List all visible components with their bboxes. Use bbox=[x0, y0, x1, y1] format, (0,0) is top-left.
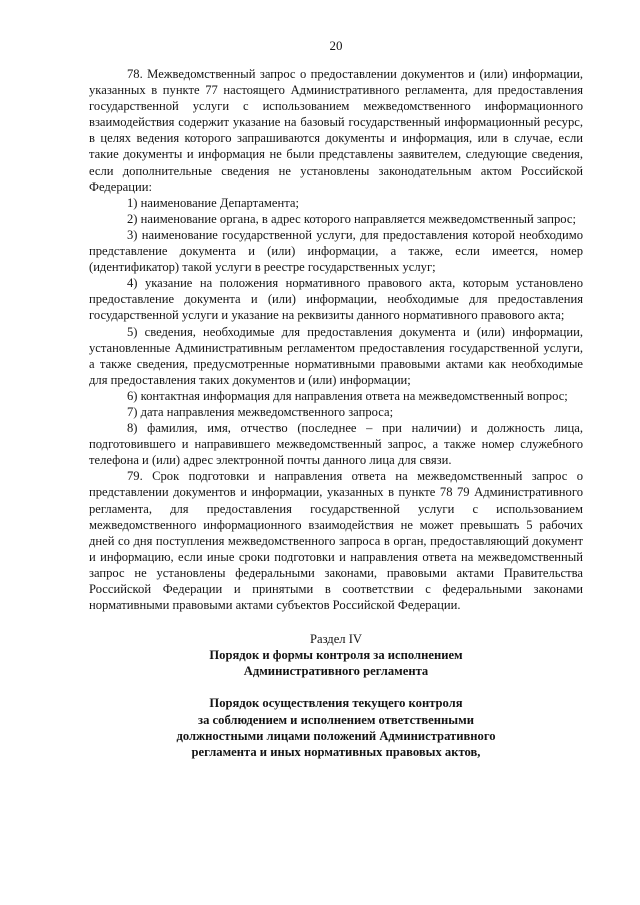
list-item-6: 6) контактная информация для направления ответа на межведомственный вопрос; bbox=[127, 388, 568, 403]
list-item-8: 8) фамилия, имя, отчество (последнее – при наличии) и должность лица, подготовившего и направившего межведомственный запрос, а также номер служебного телефона и (или) адрес электронной почты данного лица для связи. bbox=[89, 421, 583, 468]
subsection-title-line: должностными лицами положений Административного bbox=[176, 729, 496, 743]
list-item-1: 1) наименование Департамента; bbox=[127, 195, 299, 210]
list-item-2: 2) наименование органа, в адрес которого направляется межведомственный запрос; bbox=[127, 211, 576, 226]
list-item-5: 5) сведения, необходимые для предоставления документа и (или) информации, установленные Административным регламентом предоставления государственной услуги, а также сведения, предусмотренные нормативными правовыми актами как необходимые для предоставления таких документов и (или) информации; bbox=[89, 324, 583, 387]
section-label: Раздел IV bbox=[309, 632, 363, 647]
section-title-line: Административного регламента bbox=[243, 664, 429, 679]
section-title bbox=[89, 647, 583, 679]
subsection-title-line: Порядок осуществления текущего контроля bbox=[209, 696, 463, 711]
subsection-title bbox=[89, 695, 583, 761]
document-body bbox=[89, 66, 583, 613]
list-item-7: 7) дата направления межведомственного запроса; bbox=[127, 404, 394, 419]
list-item-4: 4) указание на положения нормативного правового акта, которым установлено предоставление документа и (или) информации, необходимые для предоставления государственной услуги и указание на реквизиты данного нормативного правового акта; bbox=[89, 276, 583, 323]
subsection-title-line: за соблюдением и исполнением ответственными bbox=[198, 712, 474, 727]
paragraph-79: 79. Срок подготовки и направления ответа на межведомственный запрос о представлении документов и информации, указанных в пункте 78 79 Административного регламента, для предоставления государственной услуги с использованием межведомственного информационного взаимодействия не может превышать 5 рабочих дней со дня поступления межведомственного запроса в орган, предоставляющий документ и информацию, если иные сроки подготовки и направления ответа на межведомственный запрос не установлены федеральными законами, правовыми актами Правительства Российской Федерации и принятыми в соответствии с федеральными законами нормативными правовыми актами субъектов Российской Федерации. bbox=[89, 469, 583, 613]
paragraph-78: 78. Межведомственный запрос о предоставлении документов и (или) информации, указанных в пункте 77 настоящего Административного регламента, для предоставления государственной услуги с использованием межведомственного информационного взаимодействия содержит указание на базовый государственный информационный ресурс, в целях ведения которого запрашиваются документы и информация, или в случае, если такие документы и информация не были представлены заявителем, следующие сведения, если дополнительные сведения не установлены законодательным актом Российской Федерации: bbox=[89, 67, 583, 194]
list-item-3: 3) наименование государственной услуги, для предоставления которой необходимо представление документа и (или) информации, а также, если имеется, номер (идентификатор) такой услуги в реестре государственных услуг; bbox=[89, 227, 583, 275]
section-title-line: Порядок и формы контроля за исполнением bbox=[209, 648, 463, 663]
subsection-title-line: регламента и иных нормативных правовых актов, bbox=[191, 745, 481, 760]
page-number: 20 bbox=[329, 38, 343, 53]
